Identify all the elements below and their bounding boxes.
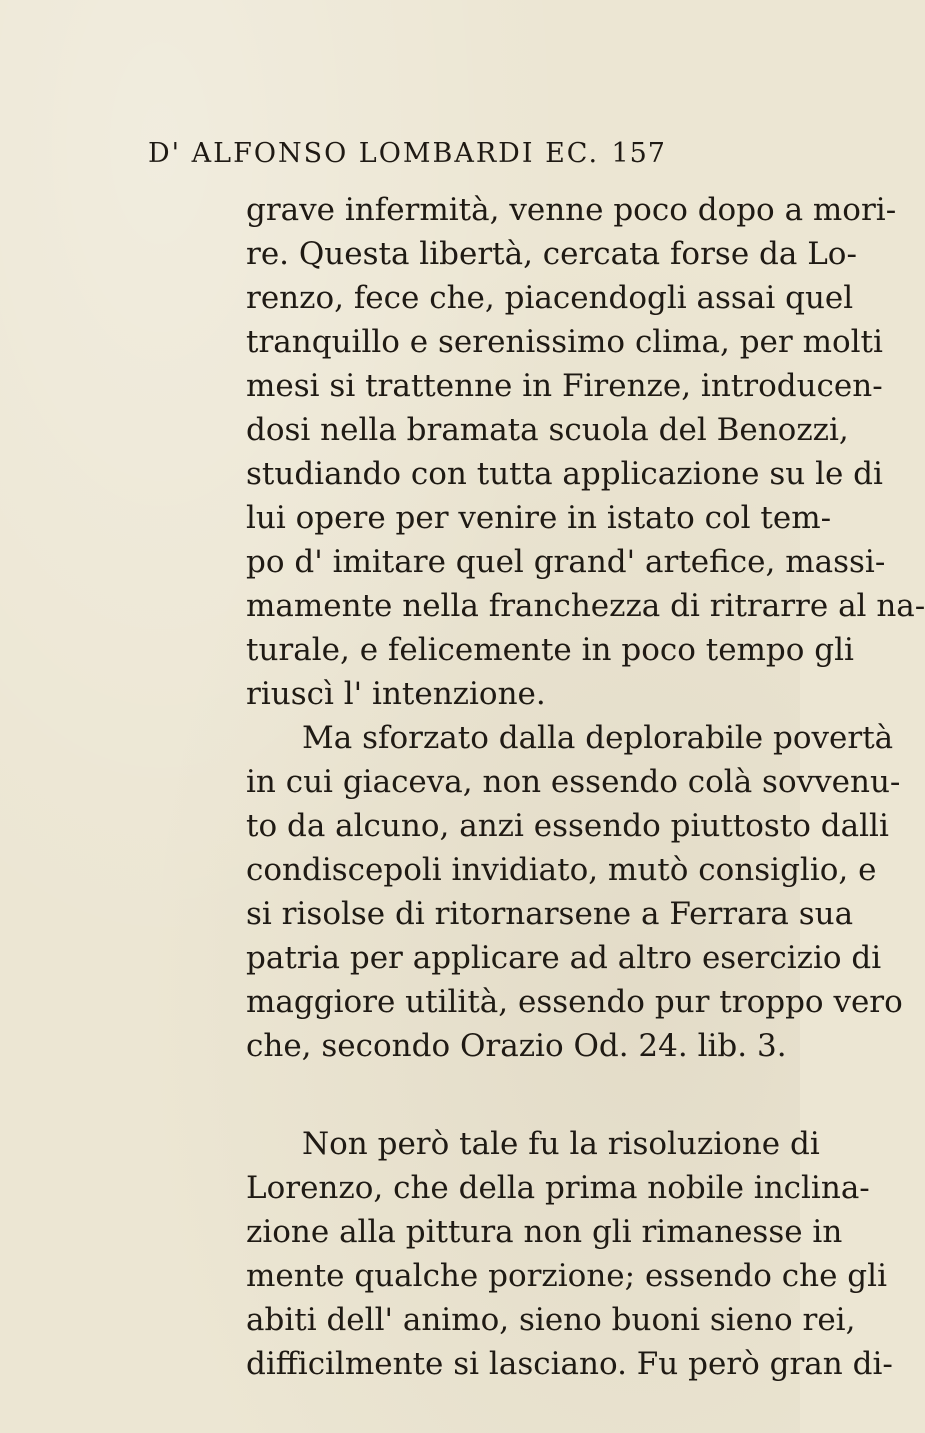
running-title: D' ALFONSO LOMBARDI EC. [148,138,600,169]
text-line: to da alcuno, anzi essendo piuttosto dalli [246,808,889,844]
text-line: Ma sforzato dalla deplorabile povertà [302,720,894,756]
text-line: Non però tale fu la risoluzione di [302,1126,820,1162]
text-line: po d' imitare quel grand' artefice, massi- [246,544,886,580]
text-line: renzo, fece che, piacendogli assai quel [246,280,854,316]
text-line: maggiore utilità, essendo pur troppo vero [246,984,903,1020]
text-line: mamente nella franchezza di ritrarre al na- [246,588,925,624]
text-line: tranquillo e serenissimo clima, per molti [246,324,883,360]
text-line: studiando con tutta applicazione su le di [246,456,883,492]
page-number: 157 [611,138,666,169]
text-line: dosi nella bramata scuola del Benozzi, [246,412,849,448]
text-line: patria per applicare ad altro esercizio di [246,940,882,976]
text-line: turale, e felicemente in poco tempo gli [246,632,854,668]
text-line: Lorenzo, che della prima nobile inclina- [246,1170,870,1206]
text-line: in cui giaceva, non essendo colà sovvenu- [246,764,901,800]
text-line: lui opere per venire in istato col tem- [246,500,832,536]
text-line: condiscepoli invidiato, mutò consiglio, e [246,852,877,888]
text-line: grave infermità, venne poco dopo a mori- [246,192,897,228]
text-line: zione alla pittura non gli rimanesse in [246,1214,843,1250]
text-line: difficilmente si lasciano. Fu però gran di- [246,1346,893,1382]
text-line: mente qualche porzione; essendo che gli [246,1258,887,1294]
text-line: abiti dell' animo, sieno buoni sieno rei, [246,1302,856,1338]
text-line: si risolse di ritornarsene a Ferrara sua [246,896,854,932]
text-line: riuscì l' intenzione. [246,676,546,712]
text-line: mesi si trattenne in Firenze, introducen- [246,368,883,404]
text-line: che, secondo Orazio Od. 24. lib. 3. [246,1028,787,1064]
text-line: re. Questa libertà, cercata forse da Lo- [246,236,857,272]
